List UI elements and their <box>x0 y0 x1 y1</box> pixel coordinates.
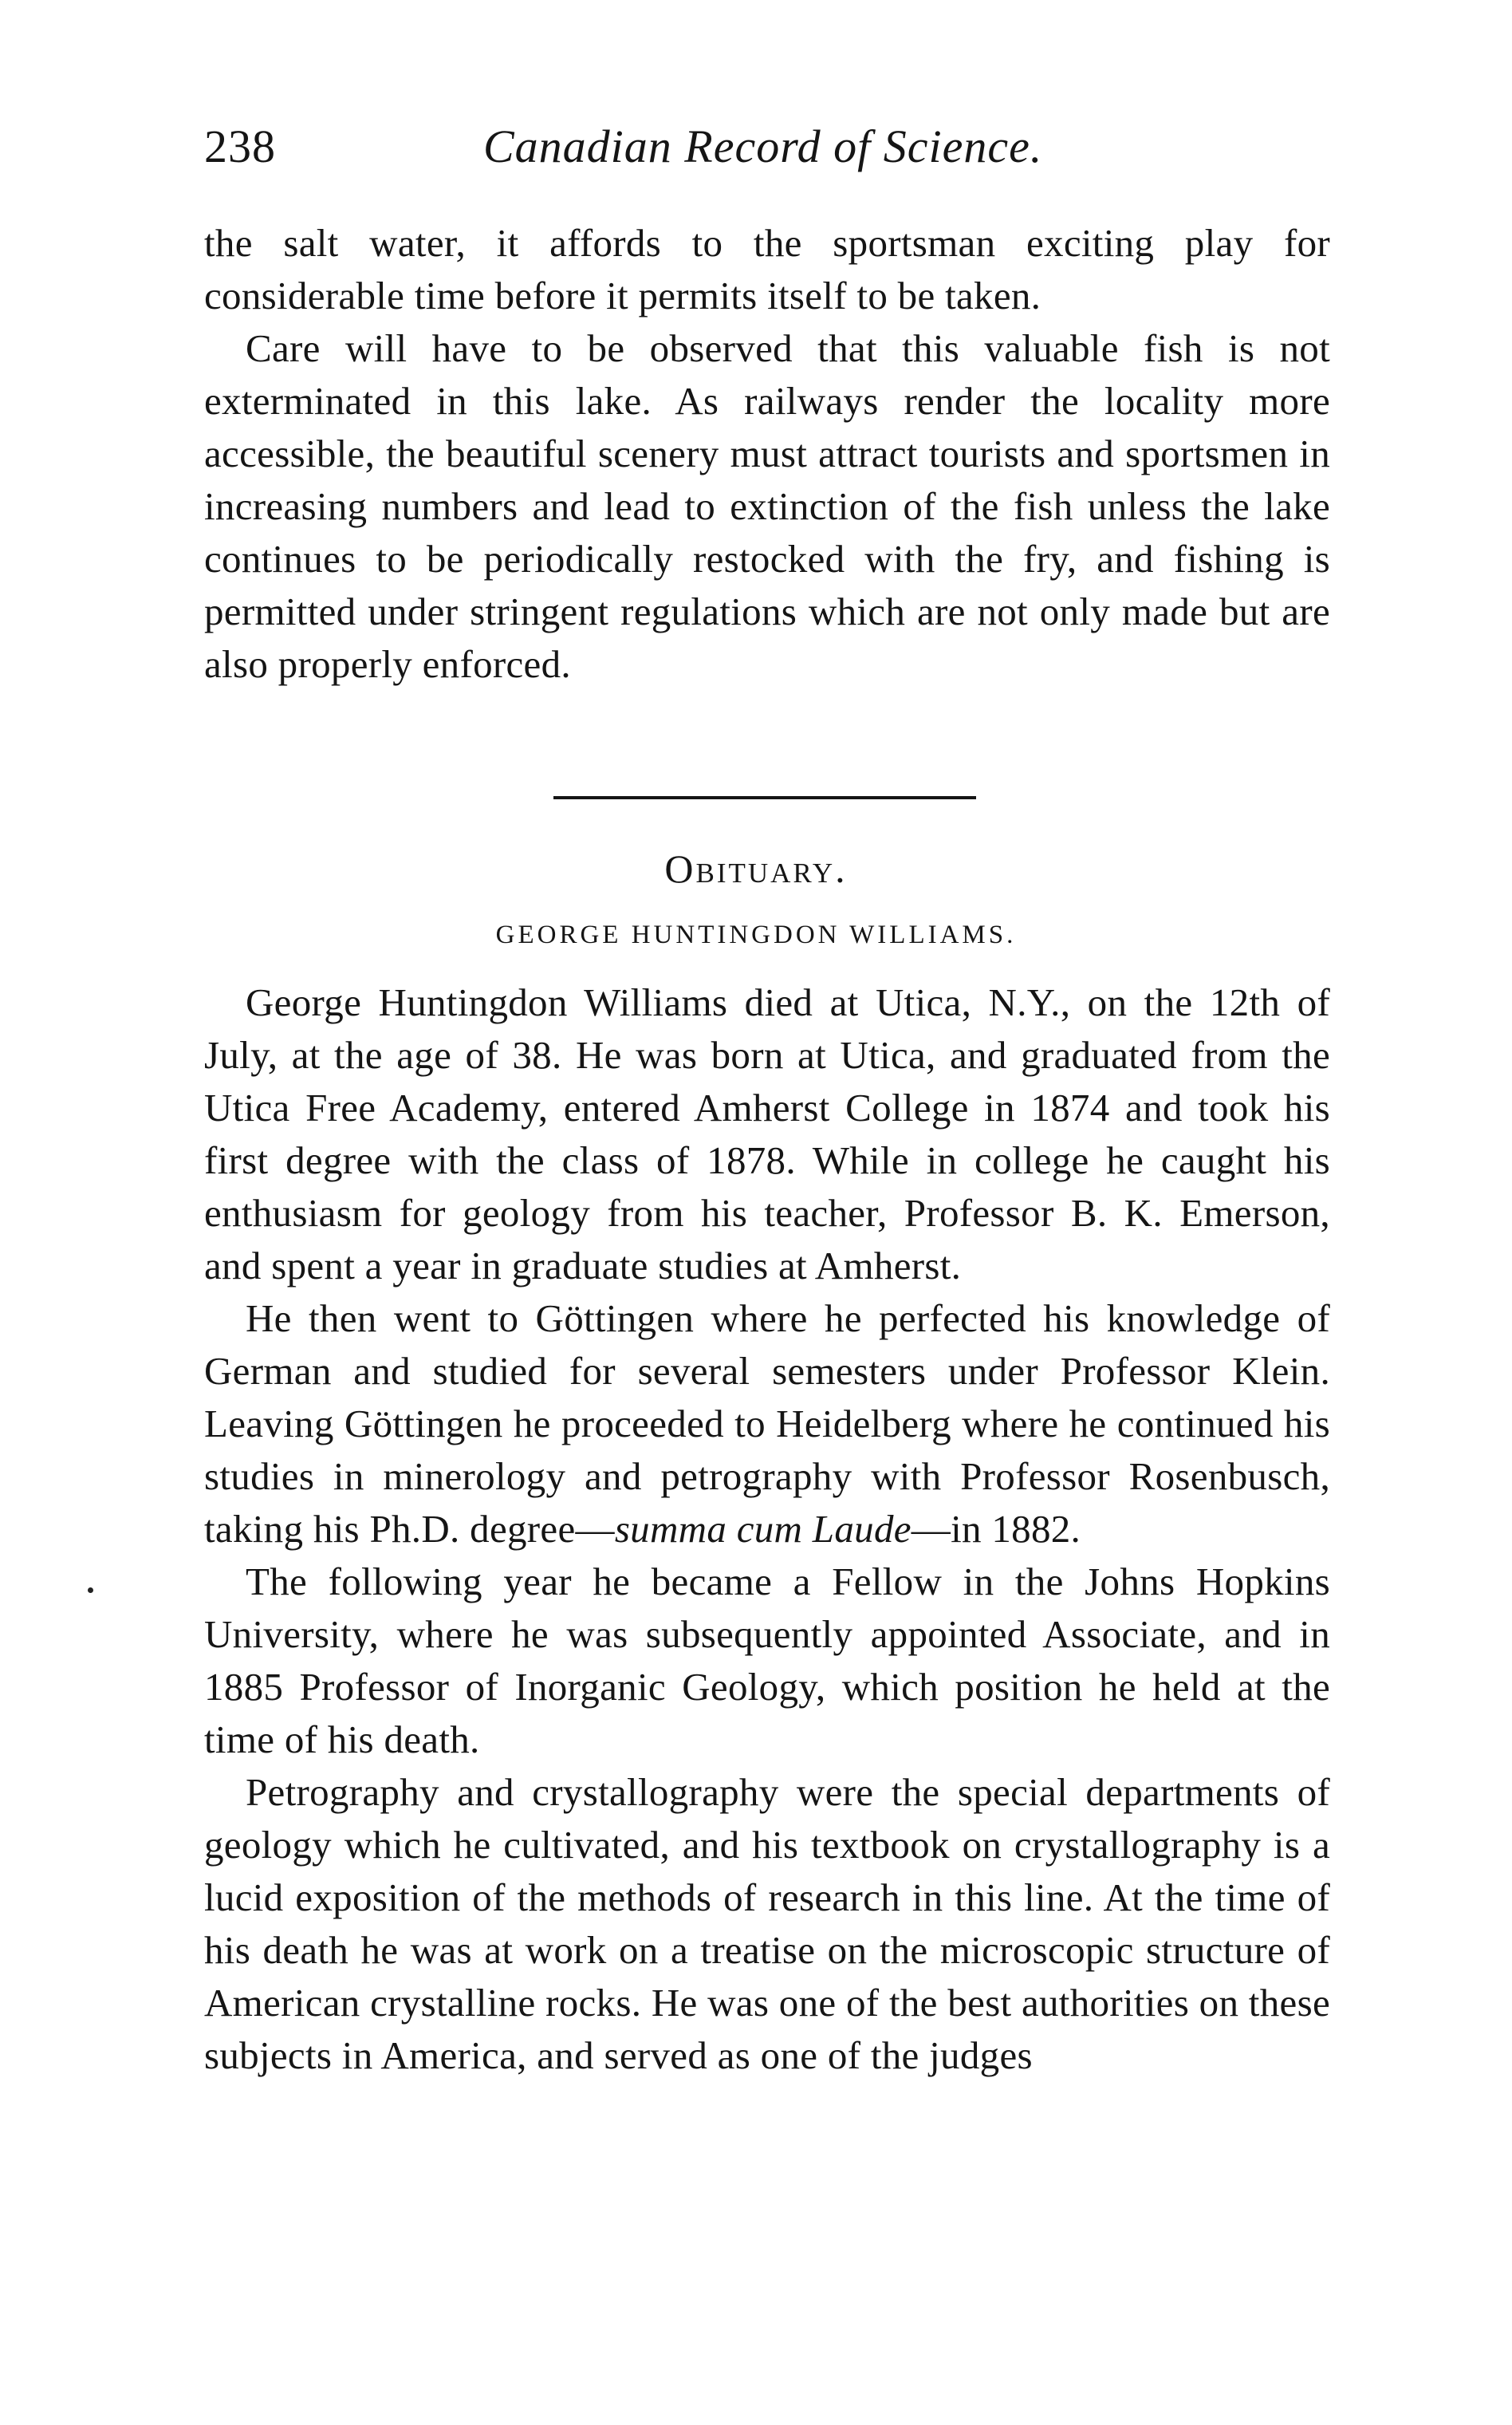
running-head: Canadian Record of Science. <box>483 120 1043 172</box>
paragraph-continued: the salt water, it affords to the sportsman exciting play for considerable time before it permits itself to be taken. <box>204 221 1330 317</box>
obituary-body <box>204 976 1330 2082</box>
paragraph-2-ending: —in 1882. <box>911 1507 1081 1551</box>
paragraph: Care will have to be observed that this valuable fish is not exterminated in this lake. As railways render the locality more accessible, the beautiful scenery must attract tourists and sportsmen in increasing numbers and lead to extinction of the fish unless the lake continues to be periodically restocked with the fry, and fishing is permitted under stringent regulations which are not only made but are also properly enforced. <box>204 326 1330 686</box>
obituary-paragraph-4: Petrography and crystallography were the special departments of geology which he cultivated, and his textbook on crystallography is a lucid exposition of the methods of research in this line. At the time of his death he was at work on a treatise on the microscopic structure of American crystalline rocks. He was one of the best authorities on these subjects in America, and served as one of the judges <box>204 1770 1330 2077</box>
ink-speck <box>88 1587 93 1593</box>
obituary-subject-name: GEORGE HUNTINGDON WILLIAMS. <box>495 921 1017 949</box>
paragraph-2-text: He then went to Göttingen where he perfected his knowledge of German and studied for several semesters under Professor Klein. Leaving Göttingen he proceeded to Heidelberg where he continued his studies in minerology and petrography with Professor Rosenbusch, taking his Ph.D. degree— <box>204 1296 1330 1551</box>
page-header <box>204 120 1337 183</box>
obituary-heading: Obituary. <box>664 846 848 891</box>
obituary-paragraph-3: The following year he became a Fellow in the Johns Hopkins University, where he was subsequently appointed Associate, and in 1885 Professor of Inorganic Geology, which position he held at the time of his death. <box>204 1559 1330 1761</box>
continued-article-text <box>204 217 1330 691</box>
italic-phrase: summa cum Laude <box>614 1507 912 1551</box>
obituary-paragraph-1: George Huntingdon Williams died at Utica, N.Y., on the 12th of July, at the age of 38. He was born at Utica, and graduated from the Utica Free Academy, entered Amherst College in 1874 and took his first degree with the class of 1878. While in college he caught his enthusiasm for geology from his teacher, Professor B. K. Emerson, and spent a year in graduate studies at Amherst. <box>204 980 1330 1287</box>
page-number: 238 <box>204 120 276 172</box>
obituary-paragraph-2 <box>204 1292 1330 1556</box>
section-divider <box>553 796 976 799</box>
